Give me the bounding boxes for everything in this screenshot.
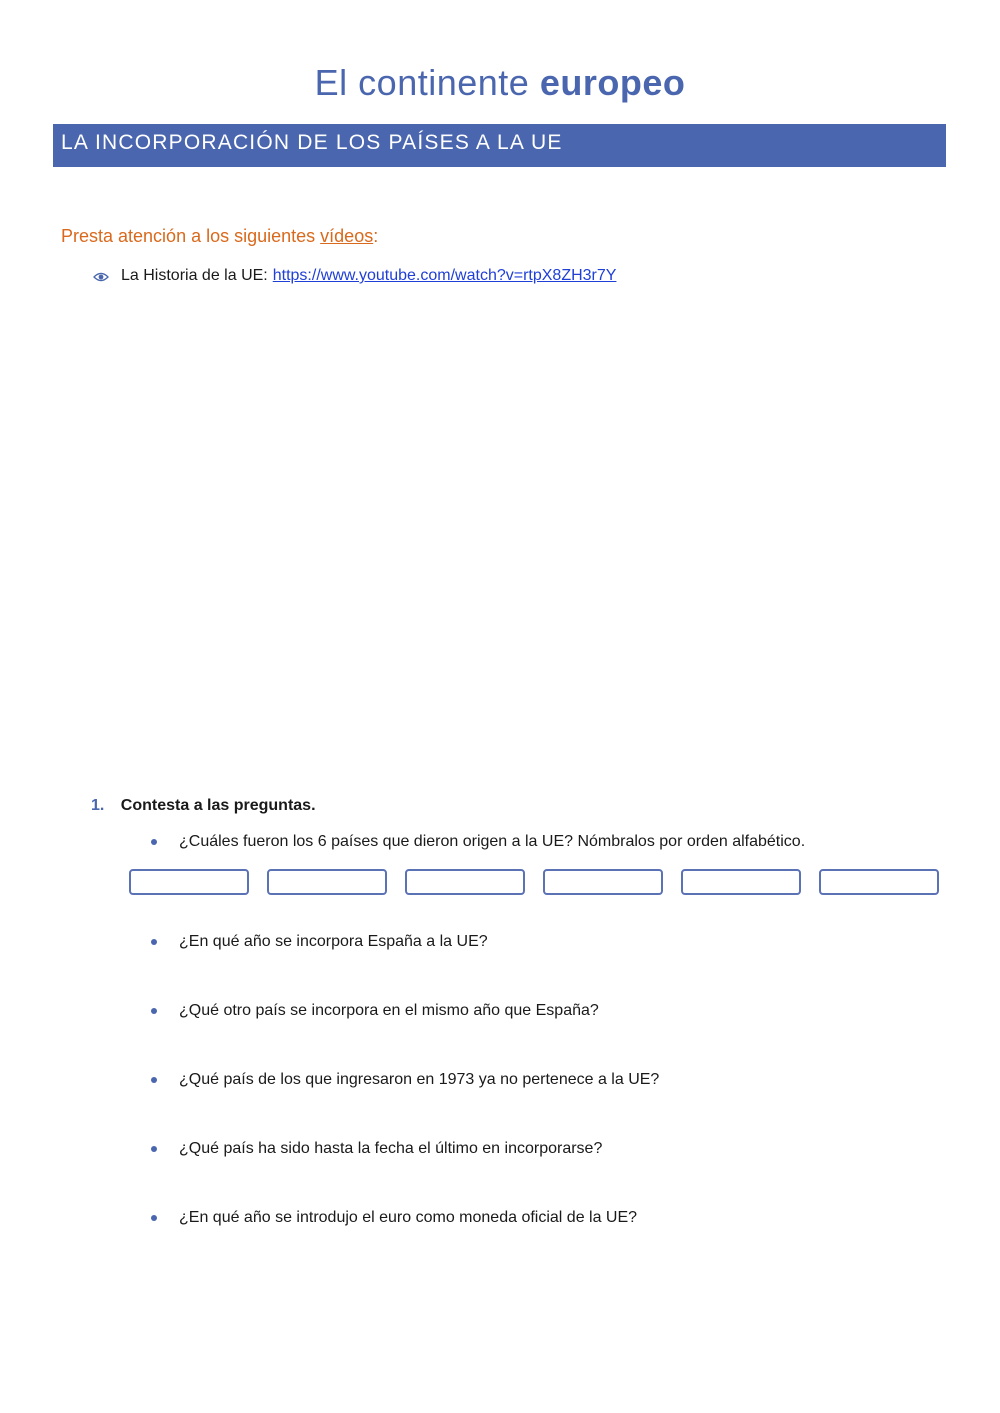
page-title xyxy=(0,62,1000,104)
question-5 xyxy=(151,1140,602,1158)
answer-input-2[interactable] xyxy=(267,869,387,895)
answer-input-5[interactable] xyxy=(681,869,801,895)
question-2 xyxy=(151,933,488,951)
video-link[interactable]: https://www.youtube.com/watch?v=rtpX8ZH3r7Y xyxy=(272,267,617,284)
videos-subtitle xyxy=(61,226,378,247)
exercise-number: 1. xyxy=(91,797,105,814)
title-bold: europeo xyxy=(539,62,686,103)
video-label: La Historia de la UE: xyxy=(121,267,268,284)
question-text: ¿En qué año se incorpora España a la UE? xyxy=(179,933,488,950)
question-6 xyxy=(151,1209,637,1227)
subtitle-text: Presta atención a los siguientes xyxy=(61,226,316,246)
question-3 xyxy=(151,1002,599,1020)
bullet-icon xyxy=(151,1008,157,1014)
subtitle-underlined: vídeos xyxy=(320,226,374,246)
title-normal: El continente xyxy=(314,62,530,103)
answer-input-4[interactable] xyxy=(543,869,663,895)
section-banner: LA INCORPORACIÓN DE LOS PAÍSES A LA UE xyxy=(53,124,946,167)
question-4 xyxy=(151,1071,659,1089)
exercise-heading xyxy=(91,797,316,815)
question-1 xyxy=(151,833,805,851)
answer-boxes-row xyxy=(129,869,939,895)
answer-input-1[interactable] xyxy=(129,869,249,895)
subtitle-colon: : xyxy=(373,226,379,246)
question-text: ¿Qué otro país se incorpora en el mismo año que España? xyxy=(179,1002,599,1019)
exercise-title: Contesta a las preguntas. xyxy=(120,797,316,814)
answer-input-6[interactable] xyxy=(819,869,939,895)
bullet-icon xyxy=(151,939,157,945)
bullet-icon xyxy=(151,1146,157,1152)
eye-icon xyxy=(93,270,109,282)
bullet-icon xyxy=(151,1215,157,1221)
question-text: ¿Cuáles fueron los 6 países que dieron origen a la UE? Nómbralos por orden alfabético. xyxy=(179,833,806,850)
question-text: ¿Qué país de los que ingresaron en 1973 ya no pertenece a la UE? xyxy=(179,1071,660,1088)
video-list-item xyxy=(93,267,616,285)
question-text: ¿En qué año se introdujo el euro como moneda oficial de la UE? xyxy=(179,1209,638,1226)
answer-input-3[interactable] xyxy=(405,869,525,895)
bullet-icon xyxy=(151,839,157,845)
question-text: ¿Qué país ha sido hasta la fecha el último en incorporarse? xyxy=(179,1140,603,1157)
bullet-icon xyxy=(151,1077,157,1083)
